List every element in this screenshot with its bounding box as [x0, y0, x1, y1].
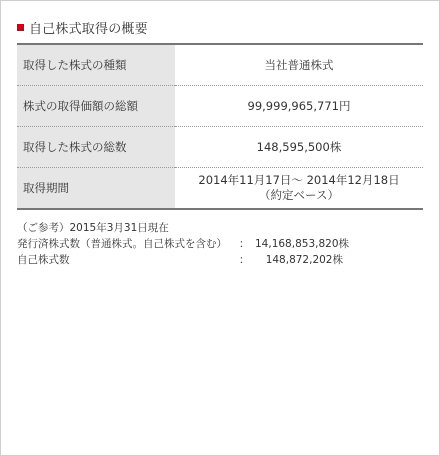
row-label: 取得した株式の種類	[17, 44, 175, 86]
row-value	[175, 86, 423, 127]
row-label: 取得期間	[17, 168, 175, 210]
section-header	[17, 18, 148, 37]
acquisition-summary-table	[17, 43, 423, 210]
table-row	[17, 44, 423, 86]
row-label: 取得した株式の総数	[17, 127, 175, 168]
note-colon: ：	[239, 238, 250, 250]
row-label: 株式の取得価額の総額	[17, 86, 175, 127]
note-value: 148,872,202株	[265, 254, 343, 266]
row-value-line: （約定ベース）	[259, 188, 339, 202]
reference-heading: （ご参考）2015年3月31日現在	[17, 222, 169, 234]
note-value: 14,168,853,820株	[255, 238, 349, 250]
note-colon: ：	[239, 254, 250, 266]
red-square-icon	[17, 24, 24, 31]
table-row	[17, 168, 423, 210]
note-label: 自己株式数	[17, 254, 70, 266]
row-value	[175, 168, 423, 210]
row-value-line: 当社普通株式	[264, 57, 334, 72]
row-value	[175, 44, 423, 86]
table-row	[17, 86, 423, 127]
note-row	[17, 252, 343, 268]
row-value-line: 148,595,500株	[256, 139, 342, 154]
section-title: 自己株式取得の概要	[29, 22, 148, 37]
row-value	[175, 127, 423, 168]
table-row	[17, 127, 423, 168]
reference-notes	[17, 220, 349, 268]
row-value-line: 2014年11月17日〜 2014年12月18日	[198, 173, 400, 187]
note-row	[17, 236, 349, 252]
row-value-line: 99,999,965,771円	[247, 98, 351, 113]
note-label: 発行済株式数（普通株式。自己株式を含む）	[17, 238, 227, 250]
